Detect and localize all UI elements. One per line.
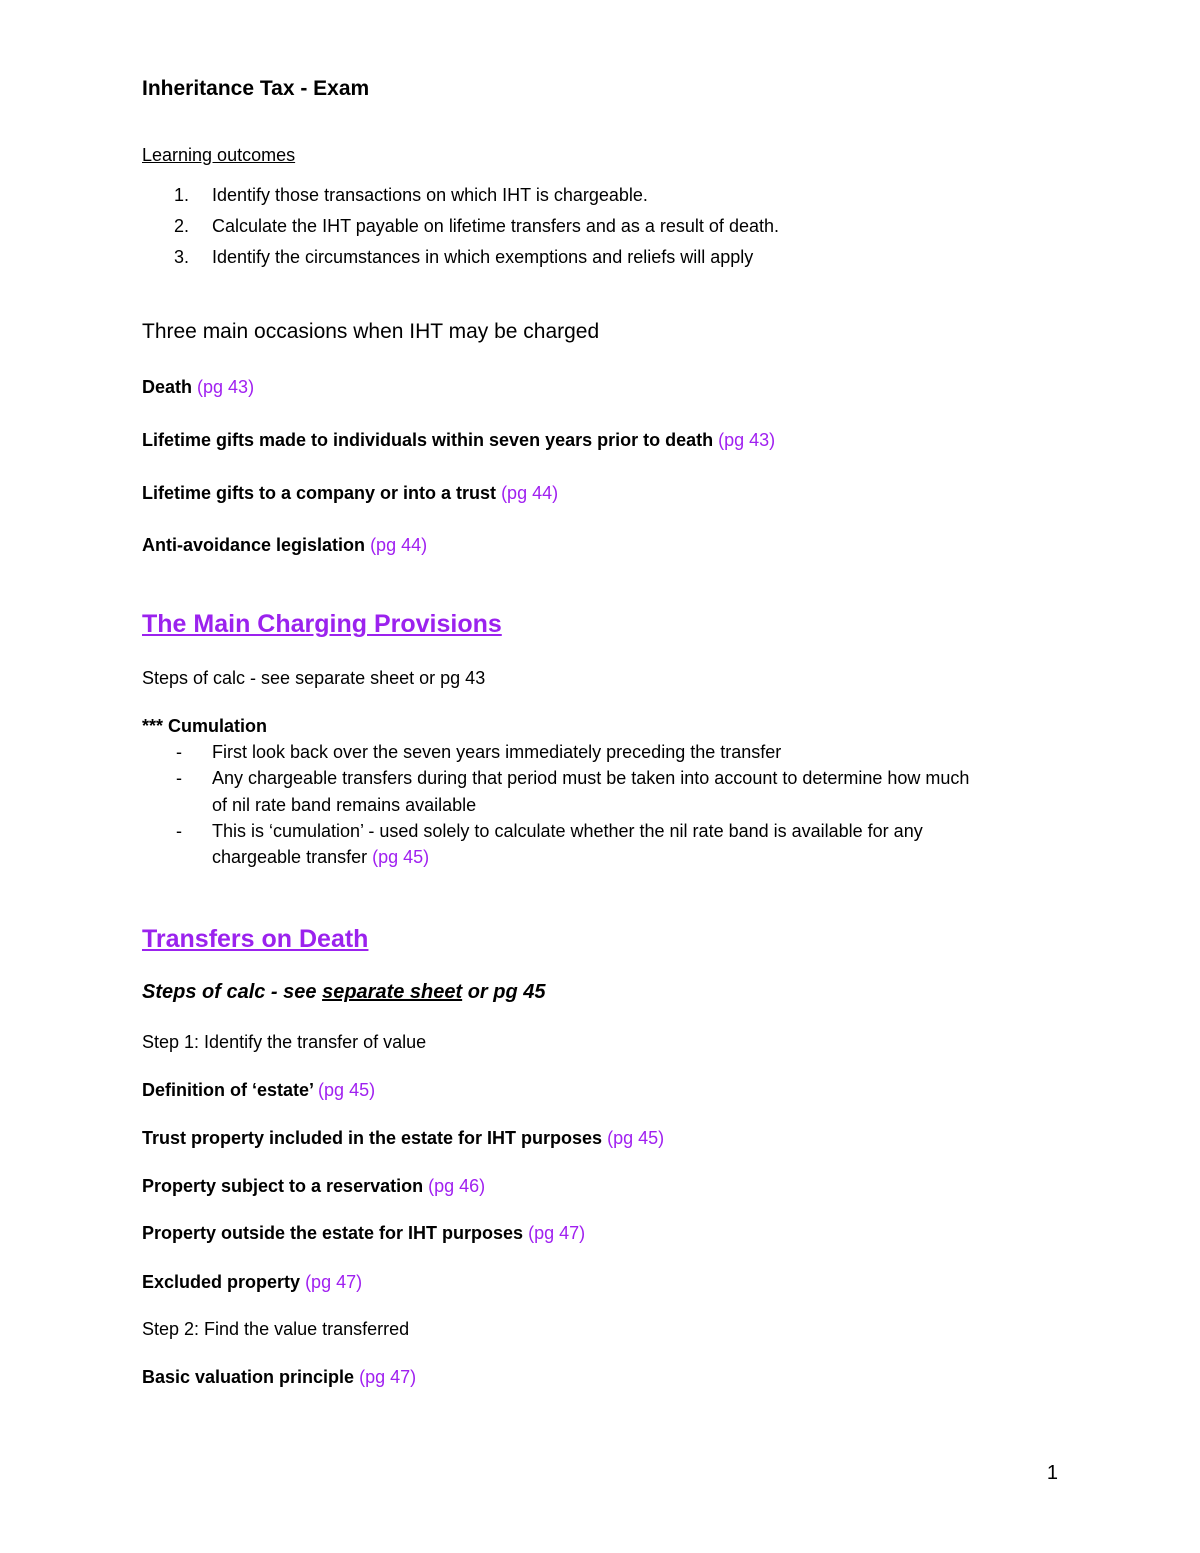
page-reference: (pg 47) — [528, 1223, 586, 1243]
main-charging-heading: The Main Charging Provisions — [142, 610, 502, 638]
bullet-dash: - — [176, 742, 182, 762]
document-title: Inheritance Tax - Exam — [142, 77, 370, 100]
occasion-label: Death — [142, 377, 193, 397]
cumulation-heading: *** Cumulation — [142, 716, 268, 736]
item-label: Definition of ‘estate’ — [142, 1080, 314, 1100]
item-label: Property outside the estate for IHT purposes — [142, 1223, 524, 1243]
occasion-label: Lifetime gifts made to individuals within seven years prior to death — [142, 430, 714, 450]
bullet-text: First look back over the seven years immediately preceding the transfer — [212, 742, 782, 762]
page-reference: (pg 45) — [607, 1128, 665, 1148]
occasion-label: Lifetime gifts to a company or into a trust — [142, 483, 497, 503]
page-reference: (pg 47) — [359, 1367, 417, 1387]
occasions-heading: Three main occasions when IHT may be charged — [142, 320, 600, 343]
list-item-text: Identify the circumstances in which exemptions and reliefs will apply — [212, 247, 754, 267]
page-reference: (pg 47) — [305, 1272, 363, 1292]
page-reference: (pg 44) — [501, 483, 559, 503]
occasion-label: Anti-avoidance legislation — [142, 535, 366, 555]
page-reference: (pg 45) — [318, 1080, 376, 1100]
bullet-text: chargeable transfer — [212, 847, 368, 867]
list-number: 1. — [174, 185, 190, 205]
main-charging-steps-text: Steps of calc - see separate sheet or pg 43 — [142, 668, 486, 688]
transfers-on-death-heading: Transfers on Death — [142, 925, 369, 953]
step1-item — [142, 1128, 664, 1149]
list-item-text: Identify those transactions on which IHT is chargeable. — [212, 185, 648, 205]
bullet-text: This is ‘cumulation’ - used solely to calculate whether the nil rate band is available for any — [212, 821, 923, 841]
item-label: Excluded property — [142, 1272, 301, 1292]
step1-item — [142, 1272, 362, 1293]
bullet-dash: - — [176, 821, 182, 841]
list-item-text: Calculate the IHT payable on lifetime transfers and as a result of death. — [212, 216, 779, 236]
item-label: Basic valuation principle — [142, 1367, 355, 1387]
item-label: Property subject to a reservation — [142, 1176, 424, 1196]
occasion-item — [142, 430, 775, 451]
page-reference: (pg 43) — [718, 430, 776, 450]
bullet-dash: - — [176, 768, 182, 788]
page-number: 1 — [1046, 1462, 1058, 1484]
occasion-item — [142, 483, 558, 504]
page-reference: (pg 43) — [197, 377, 255, 397]
step2-item — [142, 1367, 416, 1388]
page-reference: (pg 45) — [372, 847, 430, 867]
bullet-text: of nil rate band remains available — [212, 795, 477, 815]
item-label: Trust property included in the estate for IHT purposes — [142, 1128, 603, 1148]
step-1-text: Step 1: Identify the transfer of value — [142, 1032, 427, 1052]
step1-item — [142, 1176, 485, 1197]
bullet-text: Any chargeable transfers during that period must be taken into account to determine how much — [212, 768, 970, 788]
separate-sheet-link[interactable]: separate sheet — [322, 981, 463, 1003]
step1-item — [142, 1223, 585, 1244]
transfers-steps-text — [142, 981, 546, 1004]
occasion-item — [142, 377, 254, 398]
learning-outcomes-heading: Learning outcomes — [142, 145, 296, 165]
steps-text-part: Steps of calc - see — [142, 981, 323, 1003]
page-reference: (pg 44) — [370, 535, 428, 555]
steps-text-part: or pg 45 — [462, 981, 546, 1003]
list-number: 2. — [174, 216, 190, 236]
list-number: 3. — [174, 247, 190, 267]
bullet-text-with-ref — [212, 847, 429, 868]
occasion-item — [142, 535, 427, 556]
step1-item — [142, 1080, 375, 1101]
page-reference: (pg 46) — [428, 1176, 486, 1196]
step-2-text: Step 2: Find the value transferred — [142, 1319, 410, 1339]
